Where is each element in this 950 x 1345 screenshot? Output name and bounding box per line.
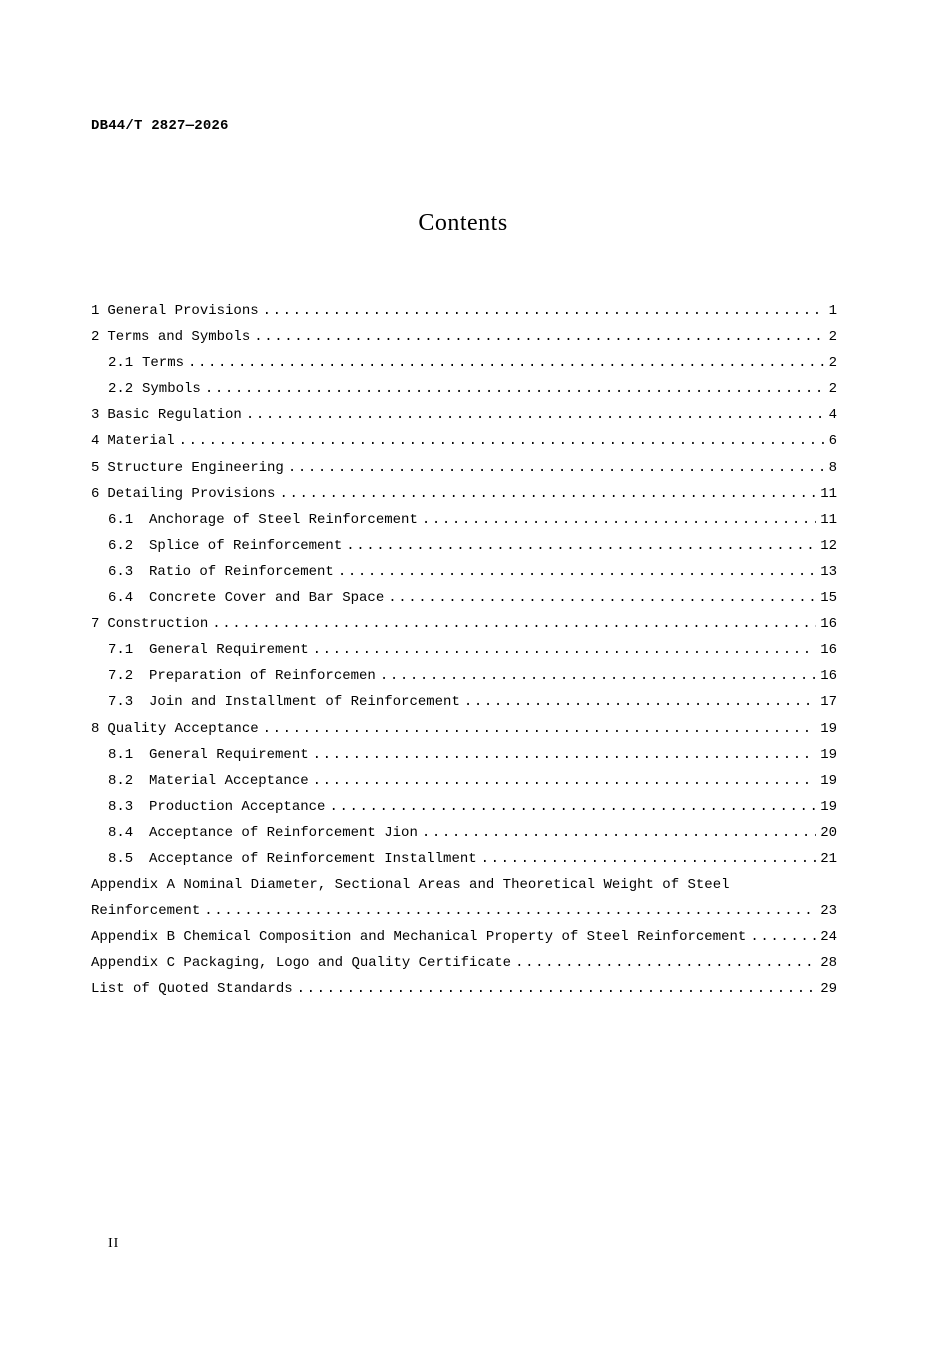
document-code: DB44/T 2827—2026 xyxy=(91,118,229,134)
toc-entry-6-4[interactable]: 6.4 Concrete Cover and Bar Space ..... 15 xyxy=(91,585,837,611)
toc-entry-6-2[interactable]: 6.2 Splice of Reinforcement ..... 12 xyxy=(91,533,837,559)
toc-entry-quoted-standards[interactable]: List of Quoted Standards ..... 29 xyxy=(91,976,837,1002)
toc-entry-7-2[interactable]: 7.2 Preparation of Reinforcemen ..... 16 xyxy=(91,663,837,689)
toc-entry-3[interactable]: 3 Basic Regulation ..... 4 xyxy=(91,402,837,428)
toc-entry-appendix-b[interactable]: Appendix B Chemical Composition and Mechanical Property of Steel Reinforcement ..... 24 xyxy=(91,924,837,950)
toc-entry-6[interactable]: 6 Detailing Provisions ..... 11 xyxy=(91,481,837,507)
toc-entry-8-4[interactable]: 8.4 Acceptance of Reinforcement Jion ..... 20 xyxy=(91,820,837,846)
toc-entry-2-1[interactable]: 2.1 Terms ..... 2 xyxy=(91,350,837,376)
toc-entry-6-1[interactable]: 6.1 Anchorage of Steel Reinforcement ..... 11 xyxy=(91,507,837,533)
table-of-contents xyxy=(91,298,837,1003)
toc-entry-7[interactable]: 7 Construction ..... 16 xyxy=(91,611,837,637)
toc-entry-6-3[interactable]: 6.3 Ratio of Reinforcement ..... 13 xyxy=(91,559,837,585)
toc-entry-4[interactable]: 4 Material ..... 6 xyxy=(91,428,837,454)
toc-entry-2-2[interactable]: 2.2 Symbols ..... 2 xyxy=(91,376,837,402)
toc-entry-1[interactable]: 1 General Provisions ..... 1 xyxy=(91,298,837,324)
toc-entry-appendix-a[interactable]: Reinforcement ..... 23 xyxy=(91,898,837,924)
toc-entry-8-5[interactable]: 8.5 Acceptance of Reinforcement Installment ..... 21 xyxy=(91,846,837,872)
toc-entry-2[interactable]: 2 Terms and Symbols ..... 2 xyxy=(91,324,837,350)
toc-entry-appendix-c[interactable]: Appendix C Packaging, Logo and Quality Certificate ..... 28 xyxy=(91,950,837,976)
toc-entry-appendix-a-line1[interactable]: Appendix A Nominal Diameter, Sectional Areas and Theoretical Weight of Steel xyxy=(91,877,730,894)
page-number: II xyxy=(108,1236,120,1251)
toc-entry-8[interactable]: 8 Quality Acceptance ..... 19 xyxy=(91,716,837,742)
page-title: Contents xyxy=(418,210,508,236)
toc-entry-8-2[interactable]: 8.2 Material Acceptance ..... 19 xyxy=(91,768,837,794)
toc-entry-7-3[interactable]: 7.3 Join and Installment of Reinforcement ..... 17 xyxy=(91,689,837,715)
toc-entry-5[interactable]: 5 Structure Engineering ..... 8 xyxy=(91,455,837,481)
toc-entry-8-3[interactable]: 8.3 Production Acceptance ..... 19 xyxy=(91,794,837,820)
toc-entry-7-1[interactable]: 7.1 General Requirement ..... 16 xyxy=(91,637,837,663)
toc-entry-8-1[interactable]: 8.1 General Requirement ..... 19 xyxy=(91,742,837,768)
